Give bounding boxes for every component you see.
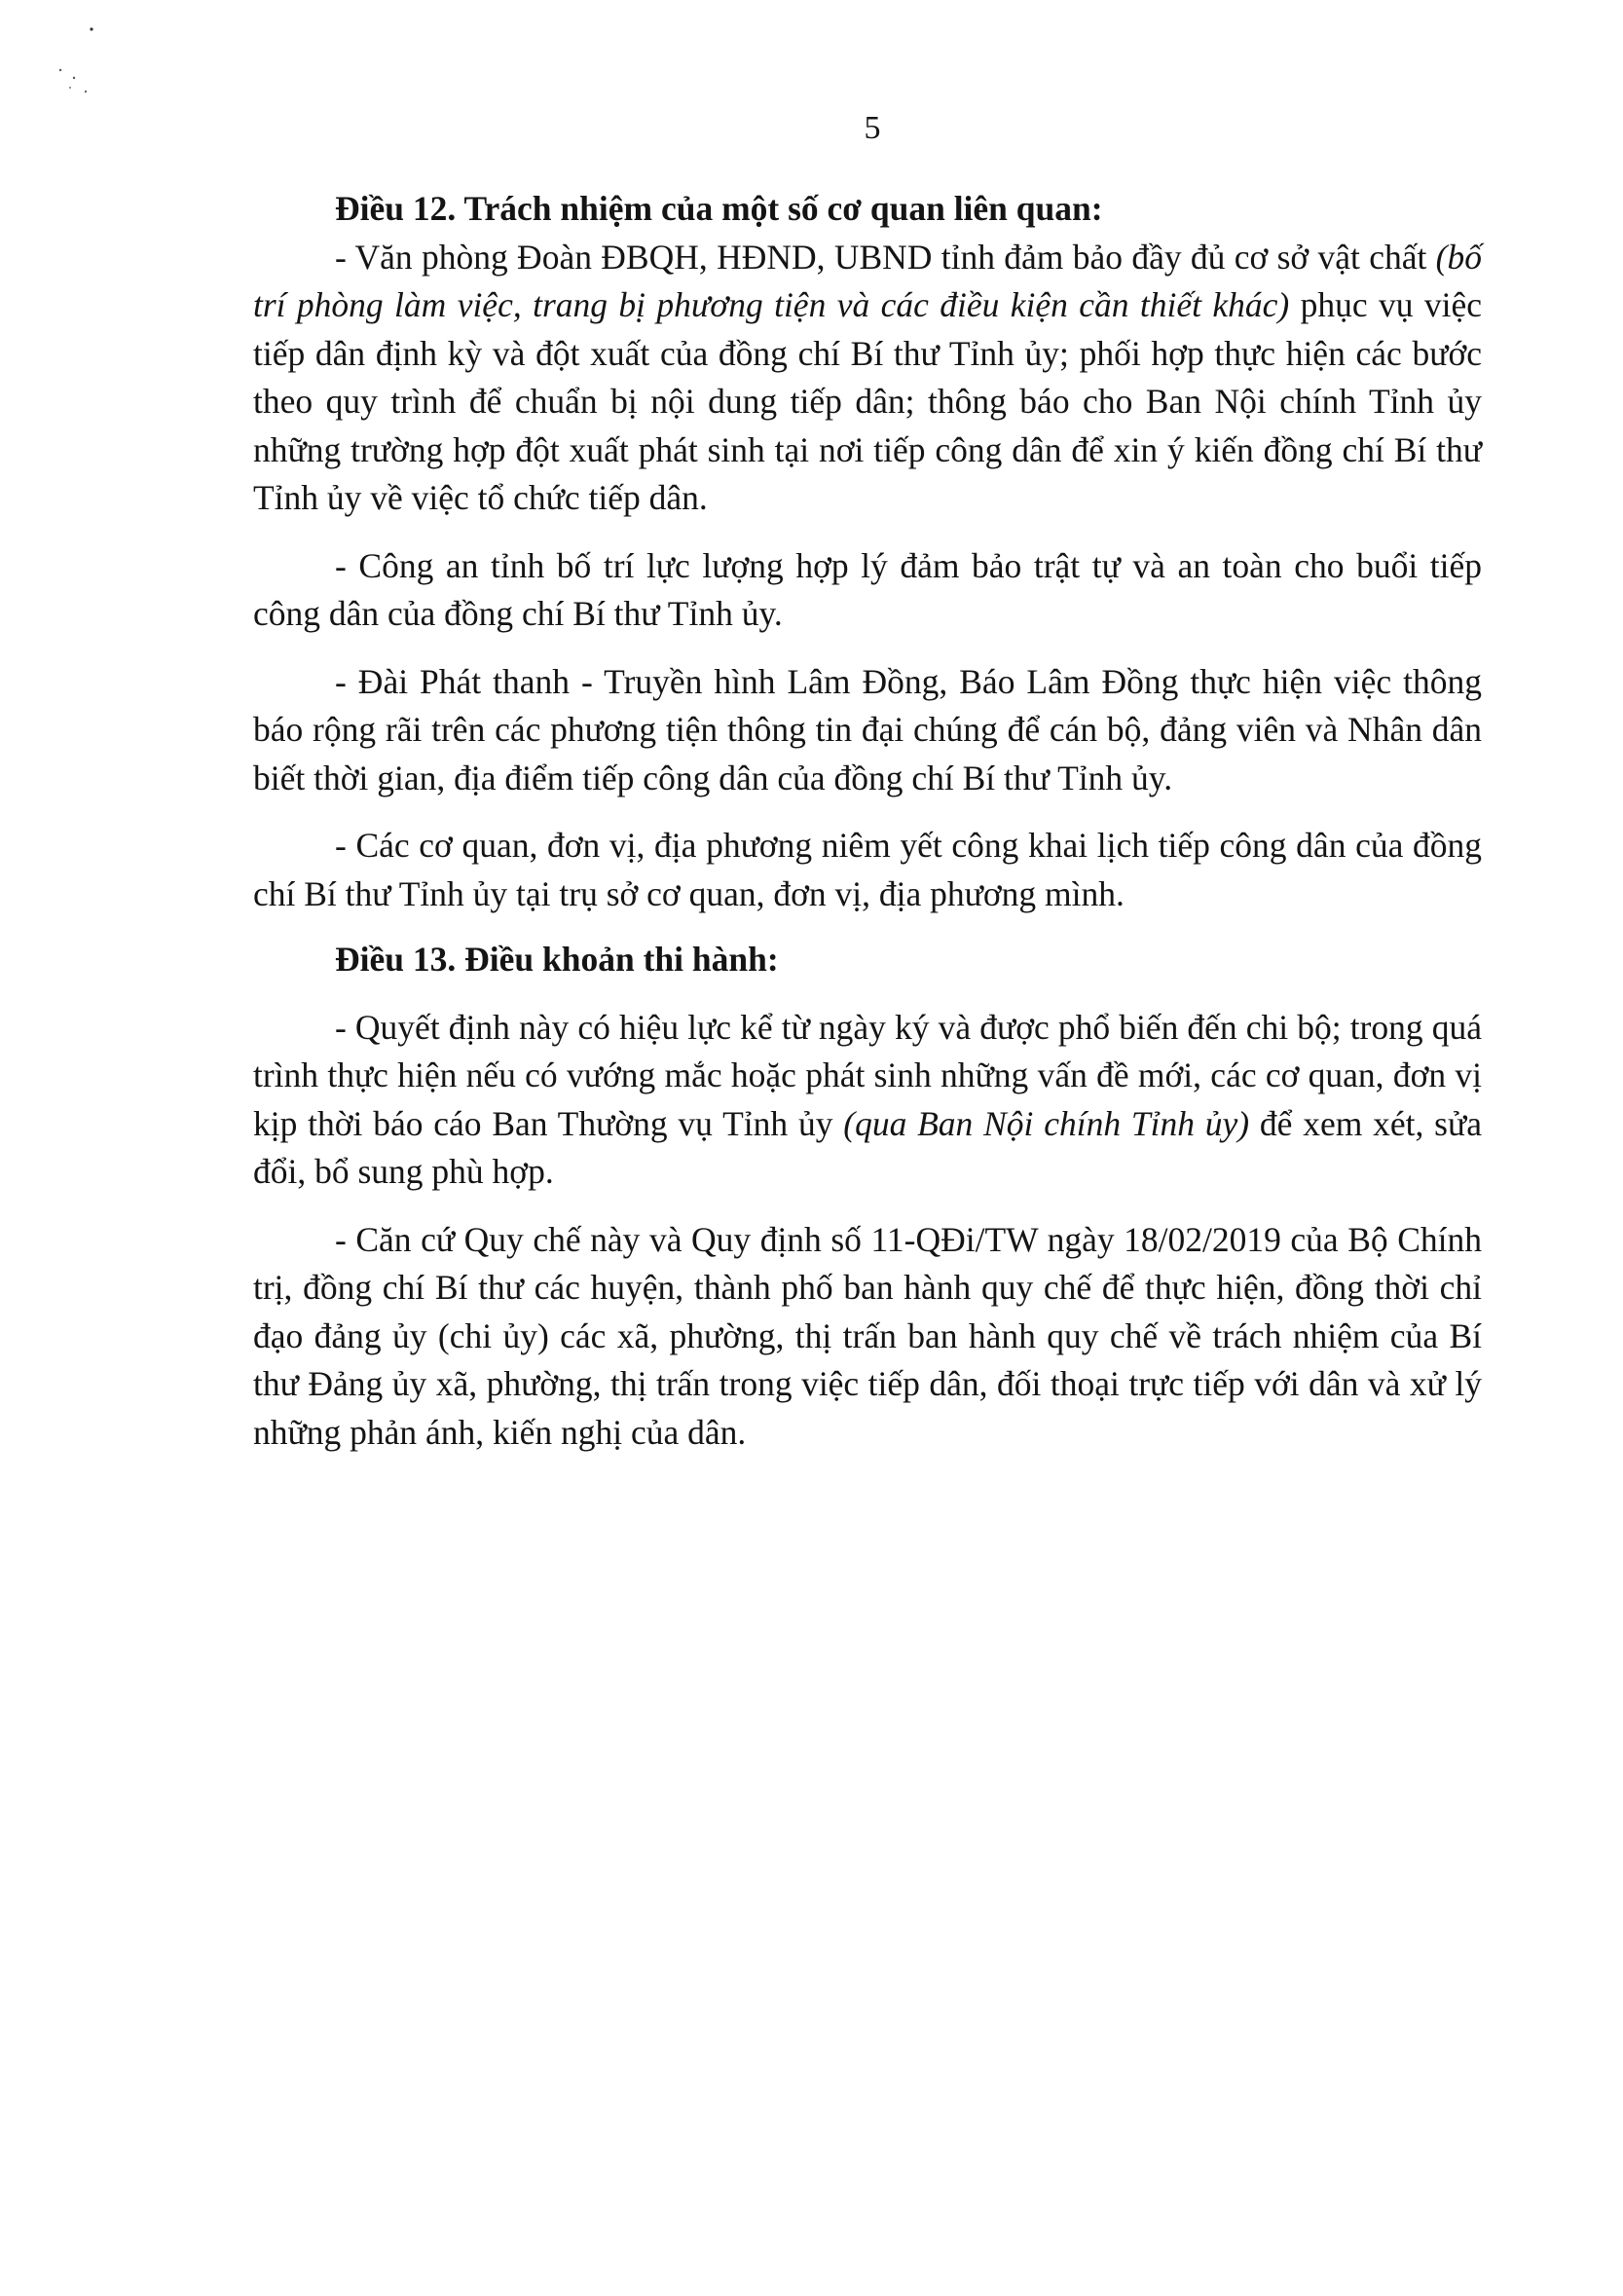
paragraph-text: - Văn phòng Đoàn ĐBQH, HĐND, UBND tỉnh đảm bảo đầy đủ cơ sở vật chất	[335, 237, 1436, 277]
paragraph-text: - Quyết định này có hiệu lực kể từ ngày ký và được phổ biến đến chi bộ; trong quá trình thực hiện nếu có vướng mắc hoặc phát sinh những vấn đề mới, các cơ quan, đơn vị kịp thời báo cáo Ban Thường vụ Tỉnh ủy	[253, 1007, 1482, 1143]
article-12-paragraph-4: - Các cơ quan, đơn vị, địa phương niêm yết công khai lịch tiếp công dân của đồng chí Bí thư Tỉnh ủy tại trụ sở cơ quan, đơn vị, địa phương mình.	[253, 826, 1482, 913]
article-12-paragraph-3: - Đài Phát thanh - Truyền hình Lâm Đồng, Báo Lâm Đồng thực hiện việc thông báo rộng rãi trên các phương tiện thông tin đại chúng để cán bộ, đảng viên và Nhân dân biết thời gian, địa điểm tiếp công dân của đồng chí Bí thư Tỉnh ủy.	[253, 661, 1482, 797]
article-12-heading: Điều 12. Trách nhiệm của một số cơ quan liên quan:	[335, 189, 1103, 228]
article-12-paragraph-1	[253, 234, 1482, 523]
document-body	[253, 185, 1482, 1457]
paragraph-text: để xem xét, sửa đổi, bổ sung phù hợp.	[253, 1103, 1482, 1191]
article-12-paragraph-2: - Công an tỉnh bố trí lực lượng hợp lý đảm bảo trật tự và an toàn cho buổi tiếp công dân của đồng chí Bí thư Tỉnh ủy.	[253, 545, 1482, 633]
article-13-paragraph-1	[253, 1004, 1482, 1197]
article-13-paragraph-2: - Căn cứ Quy chế này và Quy định số 11-QĐi/TW ngày 18/02/2019 của Bộ Chính trị, đồng chí Bí thư các huyện, thành phố ban hành quy chế để thực hiện, đồng thời chỉ đạo đảng ủy (chi ủy) các xã, phường, thị trấn ban hành quy chế về trách nhiệm của Bí thư Đảng ủy xã, phường, thị trấn trong việc tiếp dân, đối thoại trực tiếp với dân và xử lý những phản ánh, kiến nghị của dân.	[253, 1219, 1482, 1452]
scan-specks-decoration	[39, 19, 97, 107]
paragraph-italic-text: (qua Ban Nội chính Tỉnh ủy)	[843, 1103, 1250, 1143]
paragraph-text: phục vụ việc tiếp dân định kỳ và đột xuất của đồng chí Bí thư Tỉnh ủy; phối hợp thực hiện các bước theo quy trình để chuẩn bị nội dung tiếp dân; thông báo cho Ban Nội chính Tỉnh ủy những trường hợp đột xuất phát sinh tại nơi tiếp công dân để xin ý kiến đồng chí Bí thư Tỉnh ủy về việc tổ chức tiếp dân.	[253, 285, 1482, 517]
paragraph-italic-text: (bố trí phòng làm việc, trang bị phương tiện và các điều kiện cần thiết khác)	[253, 237, 1482, 324]
page-number: 5	[864, 110, 881, 146]
article-13-heading: Điều 13. Điều khoản thi hành:	[335, 940, 779, 979]
